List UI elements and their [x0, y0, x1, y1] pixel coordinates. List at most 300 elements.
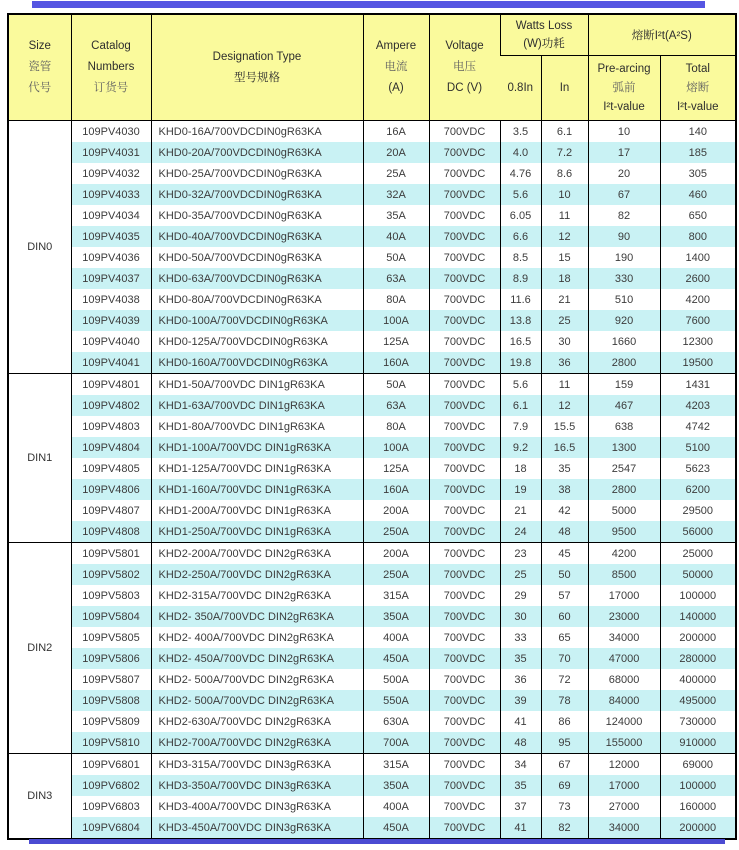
- header-ampere-en: Ampere: [375, 40, 417, 52]
- prearcing-i2t-cell: 17000: [588, 775, 660, 796]
- header-watts-in: [541, 56, 588, 121]
- watts-loss-in-cell: 95: [541, 732, 588, 754]
- header-total: [660, 56, 735, 121]
- voltage-cell: 700VDC: [429, 184, 500, 205]
- ampere-cell: 250A: [363, 521, 429, 543]
- prearcing-i2t-cell: 27000: [588, 796, 660, 817]
- prearcing-i2t-cell: 1660: [588, 331, 660, 352]
- watts-loss-in-cell: 30: [541, 331, 588, 352]
- total-i2t-cell: 160000: [660, 796, 735, 817]
- watts-loss-in-cell: 21: [541, 289, 588, 310]
- voltage-cell: 700VDC: [429, 669, 500, 690]
- watts-loss-08in-cell: 3.5: [500, 121, 541, 143]
- table-row: [9, 205, 735, 226]
- watts-loss-in-cell: 42: [541, 500, 588, 521]
- watts-loss-08in-cell: 6.05: [500, 205, 541, 226]
- watts-loss-08in-cell: 13.8: [500, 310, 541, 331]
- prearcing-i2t-cell: 5000: [588, 500, 660, 521]
- prearcing-i2t-cell: 920: [588, 310, 660, 331]
- prearcing-i2t-cell: 68000: [588, 669, 660, 690]
- designation-cell: KHD3-315A/700VDC DIN3gR63KA: [151, 754, 363, 776]
- ampere-cell: 200A: [363, 543, 429, 565]
- table-row: [9, 226, 735, 247]
- total-i2t-cell: 25000: [660, 543, 735, 565]
- voltage-cell: 700VDC: [429, 627, 500, 648]
- watts-loss-in-cell: 12: [541, 395, 588, 416]
- table-row: [9, 732, 735, 754]
- prearcing-i2t-cell: 9500: [588, 521, 660, 543]
- table-row: [9, 521, 735, 543]
- header-voltage-cn: 电压: [453, 61, 476, 73]
- size-group-cell: DIN3: [9, 754, 71, 839]
- fuse-spec-table: [9, 15, 735, 838]
- watts-loss-08in-cell: 11.6: [500, 289, 541, 310]
- watts-loss-in-cell: 6.1: [541, 121, 588, 143]
- prearcing-i2t-cell: 8500: [588, 564, 660, 585]
- watts-loss-08in-cell: 37: [500, 796, 541, 817]
- ampere-cell: 450A: [363, 648, 429, 669]
- voltage-cell: 700VDC: [429, 775, 500, 796]
- watts-loss-in-cell: 15.5: [541, 416, 588, 437]
- voltage-cell: 700VDC: [429, 437, 500, 458]
- prearcing-i2t-cell: 124000: [588, 711, 660, 732]
- watts-loss-08in-cell: 16.5: [500, 331, 541, 352]
- header-watts-08in-label: 0.8In: [507, 82, 534, 94]
- header-voltage-en: Voltage: [445, 40, 484, 52]
- table-row: [9, 711, 735, 732]
- table-row: [9, 247, 735, 268]
- ampere-cell: 550A: [363, 690, 429, 711]
- table-row: [9, 437, 735, 458]
- voltage-cell: 700VDC: [429, 205, 500, 226]
- table-row: [9, 606, 735, 627]
- header-watts-in-label: In: [559, 82, 570, 94]
- watts-loss-08in-cell: 21: [500, 500, 541, 521]
- total-i2t-cell: 730000: [660, 711, 735, 732]
- prearcing-i2t-cell: 1300: [588, 437, 660, 458]
- watts-loss-08in-cell: 24: [500, 521, 541, 543]
- catalog-number-cell: 109PV6804: [71, 817, 151, 838]
- prearcing-i2t-cell: 467: [588, 395, 660, 416]
- designation-cell: KHD2- 350A/700VDC DIN2gR63KA: [151, 606, 363, 627]
- designation-cell: KHD0-35A/700VDCDIN0gR63KA: [151, 205, 363, 226]
- watts-loss-in-cell: 86: [541, 711, 588, 732]
- top-divider-bar: [32, 1, 705, 8]
- prearcing-i2t-cell: 330: [588, 268, 660, 289]
- catalog-number-cell: 109PV4802: [71, 395, 151, 416]
- designation-cell: KHD2- 450A/700VDC DIN2gR63KA: [151, 648, 363, 669]
- catalog-number-cell: 109PV6802: [71, 775, 151, 796]
- header-ampere-unit: (A): [388, 82, 404, 94]
- designation-cell: KHD1-63A/700VDC DIN1gR63KA: [151, 395, 363, 416]
- designation-cell: KHD2-250A/700VDC DIN2gR63KA: [151, 564, 363, 585]
- ampere-cell: 100A: [363, 310, 429, 331]
- prearcing-i2t-cell: 34000: [588, 817, 660, 838]
- catalog-number-cell: 109PV4031: [71, 142, 151, 163]
- watts-loss-in-cell: 72: [541, 669, 588, 690]
- catalog-number-cell: 109PV5807: [71, 669, 151, 690]
- total-i2t-cell: 1431: [660, 374, 735, 396]
- watts-loss-08in-cell: 6.6: [500, 226, 541, 247]
- header-prearcing: [588, 56, 660, 121]
- total-i2t-cell: 100000: [660, 775, 735, 796]
- watts-loss-08in-cell: 19.8: [500, 352, 541, 374]
- ampere-cell: 700A: [363, 732, 429, 754]
- total-i2t-cell: 2600: [660, 268, 735, 289]
- designation-cell: KHD0-20A/700VDCDIN0gR63KA: [151, 142, 363, 163]
- watts-loss-in-cell: 35: [541, 458, 588, 479]
- total-i2t-cell: 4200: [660, 289, 735, 310]
- table-row: [9, 458, 735, 479]
- voltage-cell: 700VDC: [429, 352, 500, 374]
- ampere-cell: 450A: [363, 817, 429, 838]
- watts-loss-08in-cell: 8.5: [500, 247, 541, 268]
- header-i2t-group: [588, 15, 735, 56]
- prearcing-i2t-cell: 510: [588, 289, 660, 310]
- table-row: [9, 163, 735, 184]
- total-i2t-cell: 100000: [660, 585, 735, 606]
- watts-loss-08in-cell: 8.9: [500, 268, 541, 289]
- voltage-cell: 700VDC: [429, 395, 500, 416]
- ampere-cell: 315A: [363, 754, 429, 776]
- designation-cell: KHD0-16A/700VDCDIN0gR63KA: [151, 121, 363, 143]
- designation-cell: KHD0-32A/700VDCDIN0gR63KA: [151, 184, 363, 205]
- catalog-number-cell: 109PV5804: [71, 606, 151, 627]
- table-row: [9, 669, 735, 690]
- watts-loss-in-cell: 78: [541, 690, 588, 711]
- watts-loss-in-cell: 65: [541, 627, 588, 648]
- voltage-cell: 700VDC: [429, 163, 500, 184]
- table-row: [9, 374, 735, 396]
- catalog-number-cell: 109PV5810: [71, 732, 151, 754]
- designation-cell: KHD3-400A/700VDC DIN3gR63KA: [151, 796, 363, 817]
- total-i2t-cell: 200000: [660, 817, 735, 838]
- header-total-cn: 熔断: [686, 81, 710, 94]
- watts-loss-08in-cell: 39: [500, 690, 541, 711]
- table-row: [9, 184, 735, 205]
- designation-cell: KHD0-40A/700VDCDIN0gR63KA: [151, 226, 363, 247]
- ampere-cell: 160A: [363, 479, 429, 500]
- header-watts-loss-group: [500, 15, 588, 56]
- catalog-number-cell: 109PV6801: [71, 754, 151, 776]
- ampere-cell: 63A: [363, 268, 429, 289]
- voltage-cell: 700VDC: [429, 121, 500, 143]
- header-voltage: [429, 15, 500, 121]
- header-watts-loss-cn: (W)功耗: [523, 38, 565, 50]
- catalog-number-cell: 109PV4804: [71, 437, 151, 458]
- total-i2t-cell: 800: [660, 226, 735, 247]
- designation-cell: KHD2-315A/700VDC DIN2gR63KA: [151, 585, 363, 606]
- catalog-number-cell: 109PV5806: [71, 648, 151, 669]
- catalog-number-cell: 109PV4036: [71, 247, 151, 268]
- header-size-cn1: 瓷管: [28, 61, 52, 73]
- table-row: [9, 690, 735, 711]
- catalog-number-cell: 109PV4032: [71, 163, 151, 184]
- voltage-cell: 700VDC: [429, 690, 500, 711]
- ampere-cell: 125A: [363, 331, 429, 352]
- designation-cell: KHD2-200A/700VDC DIN2gR63KA: [151, 543, 363, 565]
- prearcing-i2t-cell: 4200: [588, 543, 660, 565]
- prearcing-i2t-cell: 638: [588, 416, 660, 437]
- catalog-number-cell: 109PV5808: [71, 690, 151, 711]
- watts-loss-08in-cell: 35: [500, 775, 541, 796]
- table-row: [9, 416, 735, 437]
- catalog-number-cell: 109PV4033: [71, 184, 151, 205]
- designation-cell: KHD0-125A/700VDCDIN0gR63KA: [151, 331, 363, 352]
- watts-loss-08in-cell: 36: [500, 669, 541, 690]
- watts-loss-08in-cell: 29: [500, 585, 541, 606]
- table-row: [9, 627, 735, 648]
- size-group-cell: DIN0: [9, 121, 71, 374]
- watts-loss-08in-cell: 30: [500, 606, 541, 627]
- header-prearcing-unit: I²t-value: [603, 100, 645, 113]
- watts-loss-in-cell: 7.2: [541, 142, 588, 163]
- header-size-en: Size: [28, 40, 51, 52]
- table-row: [9, 543, 735, 565]
- ampere-cell: 63A: [363, 395, 429, 416]
- watts-loss-08in-cell: 48: [500, 732, 541, 754]
- ampere-cell: 400A: [363, 627, 429, 648]
- prearcing-i2t-cell: 34000: [588, 627, 660, 648]
- ampere-cell: 50A: [363, 247, 429, 268]
- designation-cell: KHD2-700A/700VDC DIN2gR63KA: [151, 732, 363, 754]
- ampere-cell: 32A: [363, 184, 429, 205]
- catalog-number-cell: 109PV4035: [71, 226, 151, 247]
- header-designation-en: Designation Type: [212, 50, 302, 63]
- header-total-en: Total: [685, 62, 710, 75]
- total-i2t-cell: 50000: [660, 564, 735, 585]
- total-i2t-cell: 495000: [660, 690, 735, 711]
- total-i2t-cell: 650: [660, 205, 735, 226]
- prearcing-i2t-cell: 2800: [588, 352, 660, 374]
- prearcing-i2t-cell: 67: [588, 184, 660, 205]
- prearcing-i2t-cell: 190: [588, 247, 660, 268]
- table-row: [9, 395, 735, 416]
- voltage-cell: 700VDC: [429, 226, 500, 247]
- catalog-number-cell: 109PV6803: [71, 796, 151, 817]
- voltage-cell: 700VDC: [429, 268, 500, 289]
- voltage-cell: 700VDC: [429, 606, 500, 627]
- voltage-cell: 700VDC: [429, 543, 500, 565]
- watts-loss-in-cell: 48: [541, 521, 588, 543]
- total-i2t-cell: 910000: [660, 732, 735, 754]
- table-row: [9, 564, 735, 585]
- catalog-number-cell: 109PV4038: [71, 289, 151, 310]
- designation-cell: KHD2- 400A/700VDC DIN2gR63KA: [151, 627, 363, 648]
- ampere-cell: 50A: [363, 374, 429, 396]
- voltage-cell: 700VDC: [429, 585, 500, 606]
- total-i2t-cell: 200000: [660, 627, 735, 648]
- catalog-number-cell: 109PV5801: [71, 543, 151, 565]
- designation-cell: KHD2- 500A/700VDC DIN2gR63KA: [151, 669, 363, 690]
- designation-cell: KHD1-160A/700VDC DIN1gR63KA: [151, 479, 363, 500]
- designation-cell: KHD0-63A/700VDCDIN0gR63KA: [151, 268, 363, 289]
- ampere-cell: 35A: [363, 205, 429, 226]
- designation-cell: KHD0-50A/700VDCDIN0gR63KA: [151, 247, 363, 268]
- watts-loss-in-cell: 69: [541, 775, 588, 796]
- table-row: [9, 648, 735, 669]
- total-i2t-cell: 140: [660, 121, 735, 143]
- prearcing-i2t-cell: 2547: [588, 458, 660, 479]
- total-i2t-cell: 7600: [660, 310, 735, 331]
- prearcing-i2t-cell: 23000: [588, 606, 660, 627]
- watts-loss-in-cell: 36: [541, 352, 588, 374]
- header-watts-08in: [500, 56, 541, 121]
- total-i2t-cell: 4203: [660, 395, 735, 416]
- voltage-cell: 700VDC: [429, 732, 500, 754]
- table-row: [9, 817, 735, 838]
- catalog-number-cell: 109PV4039: [71, 310, 151, 331]
- ampere-cell: 200A: [363, 500, 429, 521]
- total-i2t-cell: 140000: [660, 606, 735, 627]
- prearcing-i2t-cell: 10: [588, 121, 660, 143]
- total-i2t-cell: 1400: [660, 247, 735, 268]
- ampere-cell: 350A: [363, 775, 429, 796]
- header-i2t-group-label: 熔断I²t(A²S): [631, 30, 692, 42]
- table-row: [9, 585, 735, 606]
- catalog-number-cell: 109PV4801: [71, 374, 151, 396]
- ampere-cell: 40A: [363, 226, 429, 247]
- catalog-number-cell: 109PV4806: [71, 479, 151, 500]
- designation-cell: KHD1-100A/700VDC DIN1gR63KA: [151, 437, 363, 458]
- voltage-cell: 700VDC: [429, 374, 500, 396]
- ampere-cell: 400A: [363, 796, 429, 817]
- header-total-unit: I²t-value: [676, 100, 719, 113]
- header-catalog-line2: Numbers: [87, 61, 135, 73]
- designation-cell: KHD3-350A/700VDC DIN3gR63KA: [151, 775, 363, 796]
- watts-loss-in-cell: 12: [541, 226, 588, 247]
- watts-loss-08in-cell: 41: [500, 817, 541, 838]
- total-i2t-cell: 12300: [660, 331, 735, 352]
- table-header: [9, 15, 735, 121]
- watts-loss-in-cell: 70: [541, 648, 588, 669]
- watts-loss-08in-cell: 23: [500, 543, 541, 565]
- watts-loss-in-cell: 60: [541, 606, 588, 627]
- header-size: [9, 15, 71, 121]
- watts-loss-in-cell: 50: [541, 564, 588, 585]
- catalog-number-cell: 109PV5805: [71, 627, 151, 648]
- designation-cell: KHD0-80A/700VDCDIN0gR63KA: [151, 289, 363, 310]
- header-designation-type: [151, 15, 363, 121]
- catalog-number-cell: 109PV5809: [71, 711, 151, 732]
- watts-loss-08in-cell: 41: [500, 711, 541, 732]
- voltage-cell: 700VDC: [429, 331, 500, 352]
- table-row: [9, 352, 735, 374]
- watts-loss-08in-cell: 18: [500, 458, 541, 479]
- voltage-cell: 700VDC: [429, 500, 500, 521]
- voltage-cell: 700VDC: [429, 247, 500, 268]
- watts-loss-08in-cell: 4.0: [500, 142, 541, 163]
- watts-loss-08in-cell: 19: [500, 479, 541, 500]
- table-row: [9, 142, 735, 163]
- catalog-number-cell: 109PV4807: [71, 500, 151, 521]
- watts-loss-08in-cell: 7.9: [500, 416, 541, 437]
- bottom-divider-bar: [29, 839, 725, 844]
- watts-loss-08in-cell: 4.76: [500, 163, 541, 184]
- designation-cell: KHD0-160A/700VDCDIN0gR63KA: [151, 352, 363, 374]
- watts-loss-in-cell: 57: [541, 585, 588, 606]
- watts-loss-08in-cell: 35: [500, 648, 541, 669]
- header-prearcing-en: Pre-arcing: [597, 62, 651, 75]
- ampere-cell: 630A: [363, 711, 429, 732]
- watts-loss-08in-cell: 34: [500, 754, 541, 776]
- total-i2t-cell: 19500: [660, 352, 735, 374]
- voltage-cell: 700VDC: [429, 796, 500, 817]
- total-i2t-cell: 305: [660, 163, 735, 184]
- designation-cell: KHD1-80A/700VDC DIN1gR63KA: [151, 416, 363, 437]
- ampere-cell: 125A: [363, 458, 429, 479]
- watts-loss-08in-cell: 25: [500, 564, 541, 585]
- total-i2t-cell: 5623: [660, 458, 735, 479]
- ampere-cell: 250A: [363, 564, 429, 585]
- catalog-number-cell: 109PV5802: [71, 564, 151, 585]
- total-i2t-cell: 69000: [660, 754, 735, 776]
- voltage-cell: 700VDC: [429, 458, 500, 479]
- total-i2t-cell: 6200: [660, 479, 735, 500]
- header-size-cn2: 代号: [28, 82, 52, 94]
- watts-loss-in-cell: 38: [541, 479, 588, 500]
- total-i2t-cell: 280000: [660, 648, 735, 669]
- total-i2t-cell: 185: [660, 142, 735, 163]
- designation-cell: KHD1-125A/700VDC DIN1gR63KA: [151, 458, 363, 479]
- header-catalog-cn: 订货号: [93, 82, 129, 94]
- header-catalog-line1: Catalog: [91, 40, 131, 52]
- designation-cell: KHD0-25A/700VDCDIN0gR63KA: [151, 163, 363, 184]
- designation-cell: KHD2-630A/700VDC DIN2gR63KA: [151, 711, 363, 732]
- designation-cell: KHD1-50A/700VDC DIN1gR63KA: [151, 374, 363, 396]
- designation-cell: KHD0-100A/700VDCDIN0gR63KA: [151, 310, 363, 331]
- total-i2t-cell: 460: [660, 184, 735, 205]
- watts-loss-in-cell: 25: [541, 310, 588, 331]
- ampere-cell: 500A: [363, 669, 429, 690]
- watts-loss-08in-cell: 5.6: [500, 374, 541, 396]
- voltage-cell: 700VDC: [429, 817, 500, 838]
- watts-loss-in-cell: 8.6: [541, 163, 588, 184]
- voltage-cell: 700VDC: [429, 564, 500, 585]
- catalog-number-cell: 109PV4040: [71, 331, 151, 352]
- table-row: [9, 331, 735, 352]
- table-row: [9, 796, 735, 817]
- voltage-cell: 700VDC: [429, 142, 500, 163]
- catalog-number-cell: 109PV5803: [71, 585, 151, 606]
- prearcing-i2t-cell: 159: [588, 374, 660, 396]
- header-designation-cn: 型号规格: [234, 71, 280, 84]
- header-catalog-numbers: [71, 15, 151, 121]
- prearcing-i2t-cell: 17000: [588, 585, 660, 606]
- prearcing-i2t-cell: 17: [588, 142, 660, 163]
- total-i2t-cell: 5100: [660, 437, 735, 458]
- total-i2t-cell: 56000: [660, 521, 735, 543]
- table-row: [9, 121, 735, 143]
- watts-loss-in-cell: 16.5: [541, 437, 588, 458]
- table-body: [9, 121, 735, 839]
- designation-cell: KHD3-450A/700VDC DIN3gR63KA: [151, 817, 363, 838]
- watts-loss-08in-cell: 33: [500, 627, 541, 648]
- table-row: [9, 500, 735, 521]
- voltage-cell: 700VDC: [429, 648, 500, 669]
- designation-cell: KHD1-250A/700VDC DIN1gR63KA: [151, 521, 363, 543]
- voltage-cell: 700VDC: [429, 310, 500, 331]
- header-prearcing-cn: 弧前: [612, 81, 636, 94]
- designation-cell: KHD2- 500A/700VDC DIN2gR63KA: [151, 690, 363, 711]
- watts-loss-in-cell: 11: [541, 374, 588, 396]
- ampere-cell: 350A: [363, 606, 429, 627]
- watts-loss-08in-cell: 6.1: [500, 395, 541, 416]
- table-row: [9, 754, 735, 776]
- header-ampere: [363, 15, 429, 121]
- voltage-cell: 700VDC: [429, 416, 500, 437]
- ampere-cell: 80A: [363, 416, 429, 437]
